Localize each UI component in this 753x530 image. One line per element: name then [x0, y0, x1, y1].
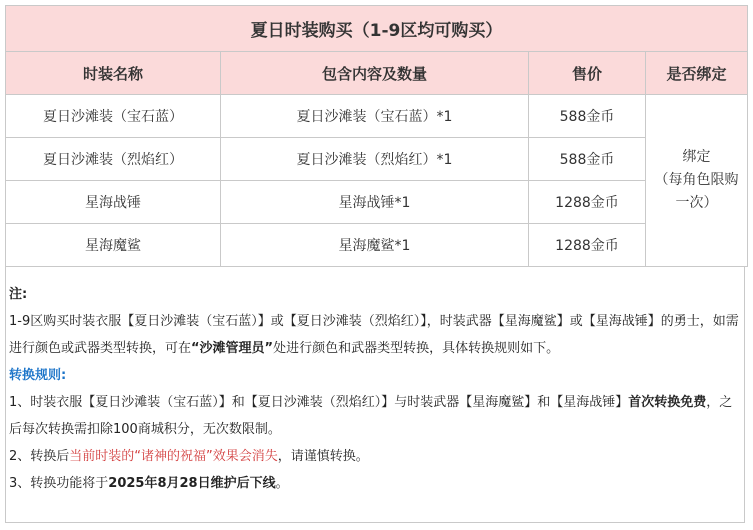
rule-3-date: 2025年8月28日维护后下线: [108, 476, 276, 491]
notes-section: [5, 267, 745, 523]
bind-line-1: 绑定: [682, 149, 711, 165]
cell-name: 星海魔鲨: [6, 224, 221, 267]
rule-1-end: ，之后每次转换需扣除100商城积分，无次数限制。: [9, 395, 733, 437]
header-price: 售价: [529, 52, 646, 95]
header-content: 包含内容及数量: [221, 52, 529, 95]
npc-name: “沙滩管理员”: [191, 341, 274, 356]
table-row: [6, 95, 748, 138]
notes-heading: 注:: [9, 287, 28, 302]
rule-3-end: 。: [275, 476, 289, 491]
cell-price: 588金币: [529, 138, 646, 181]
notes-para-end: 处进行颜色和武器类型转换，具体转换规则如下。: [273, 341, 560, 356]
cell-content: 夏日沙滩装（宝石蓝）*1: [221, 95, 529, 138]
rule-1-text: 1、时装衣服【夏日沙滩装（宝石蓝）】和【夏日沙滩装（烈焰红）】与时装武器【星海魔鲨】和【星海战锤】: [9, 395, 629, 410]
rule-2-text: 2、转换后: [9, 449, 70, 464]
rule-2-end: ，请谨慎转换。: [277, 449, 369, 464]
table-row: [6, 224, 748, 267]
bind-line-3: 一次）: [675, 195, 718, 211]
cell-name: 星海战锤: [6, 181, 221, 224]
cell-content: 夏日沙滩装（烈焰红）*1: [221, 138, 529, 181]
cell-price: 1288金币: [529, 224, 646, 267]
table-title: 夏日时装购买（1-9区均可购买）: [6, 6, 748, 52]
rule-2-warning: 当前时装的“诸神的祝福”效果会消失: [69, 449, 278, 464]
table-row: [6, 138, 748, 181]
cell-name: 夏日沙滩装（烈焰红）: [6, 138, 221, 181]
rule-1-highlight: 首次转换免费: [628, 395, 707, 410]
rule-1: [9, 389, 744, 443]
bind-line-2: （每角色限购: [654, 172, 739, 188]
cell-price: 1288金币: [529, 181, 646, 224]
table-row: [6, 181, 748, 224]
cell-price: 588金币: [529, 95, 646, 138]
outfit-table: [5, 5, 748, 267]
header-name: 时装名称: [6, 52, 221, 95]
cell-bind: [646, 95, 748, 267]
cell-content: 星海魔鲨*1: [221, 224, 529, 267]
rule-2: [9, 443, 744, 470]
purchase-sheet: [5, 5, 747, 523]
rule-3: [9, 470, 744, 497]
rule-3-text: 3、转换功能将于: [9, 476, 109, 491]
cell-name: 夏日沙滩装（宝石蓝）: [6, 95, 221, 138]
notes-para-text: 1-9区购买时装衣服【夏日沙滩装（宝石蓝）】或【夏日沙滩装（烈焰红）】，时装武器【星海魔鲨】或【星海战锤】的勇士，如需进行颜色或武器类型转换，可在: [9, 314, 739, 356]
notes-paragraph: [9, 308, 744, 362]
cell-content: 星海战锤*1: [221, 181, 529, 224]
rules-title: 转换规则:: [9, 368, 67, 383]
header-bind: 是否绑定: [646, 52, 748, 95]
